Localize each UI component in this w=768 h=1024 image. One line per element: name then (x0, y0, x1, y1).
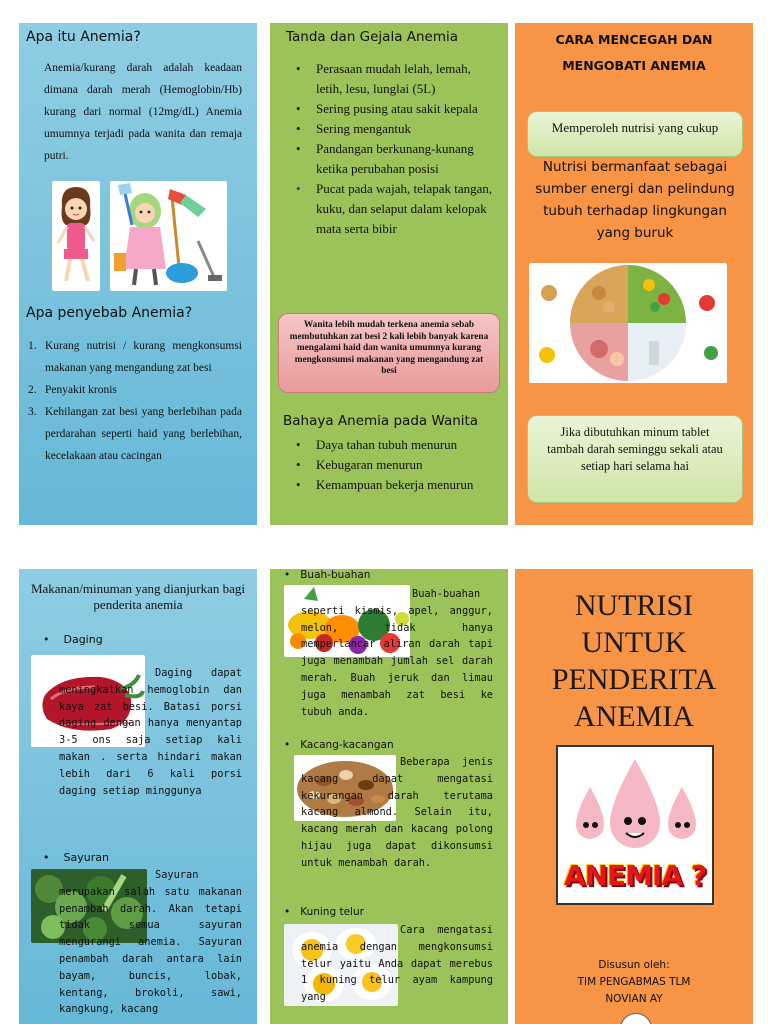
fruits-description: Buah-buahan seperti kismis, apel, anggur, melon, tidak hanya memperlancar aliran darah tapi juga menambah jumlah sel darah merah. Buah jeruk dan limau juga menambah zat besi ke tubuh anda. (301, 588, 493, 718)
dangers-list (296, 435, 496, 495)
cleaning-woman-illustration (110, 181, 227, 291)
panel-what-is-anemia (19, 23, 257, 525)
label-meat: • Daging (43, 633, 103, 646)
egg-description: Cara mengatasi anemia dengan mengkonsumsi telur yaitu Anda dapat merebus 1 kuning telur ayam kampung yang (301, 924, 493, 1004)
symptom-item: • Sering pusing atau sakit kepala (296, 101, 478, 116)
credits: Disusun oleh: TIM PENGABMAS TLM NOVIAN AY (577, 959, 691, 1005)
heading-prevention: CARA MENCEGAH DAN MENGOBATI ANEMIA (555, 32, 713, 73)
panel-recommended-foods-2 (270, 569, 508, 1024)
logo-text: ANEMIA ? (563, 859, 707, 892)
cover-title: NUTRISI UNTUK PENDERITA ANEMIA (551, 589, 717, 733)
heading-what-is-anemia: Apa itu Anemia? (26, 29, 141, 45)
heading-dangers: Bahaya Anemia pada Wanita (283, 413, 479, 429)
symptom-item: • Sering mengantuk (296, 121, 411, 136)
causes-list (28, 335, 242, 467)
label-fruits: • Buah-buahan (284, 569, 371, 581)
balanced-food-photo (529, 263, 727, 383)
label-egg-yolk: • Kuning telur (284, 906, 364, 918)
symptom-item: • Perasaan mudah lelah, lemah, letih, lesu, lunglai (5L) (296, 61, 471, 96)
label-vegetables: • Sayuran (43, 851, 109, 864)
cause-item: 2. Penyakit kronis (28, 384, 117, 396)
panel-cover (515, 569, 753, 1024)
nutrition-box: Memperoleh nutrisi yang cukup (527, 111, 743, 157)
anemia-definition: Anemia/kurang darah adalah keadaan dimana darah merah (Hemoglobin/Hb) kurang dari normal (12mg/dL) Anemia umumnya terjadi pada wanita dan remaja putri. (44, 62, 242, 162)
nuts-description: Beberapa jenis kacang dapat mengatasi kekurangan darah terutama kacang almond. Selain itu, kacang merah dan kacang polong hijau juga dapat dikonsumsi untuk menambah darah. (301, 756, 493, 869)
symptoms-list (296, 59, 496, 239)
cause-item: 3. Kehilangan zat besi yang berlebihan pada perdarahan seperti haid yang berlebihan, kecelakaan atau cacingan (28, 406, 242, 462)
panel-symptoms (270, 23, 508, 525)
label-nuts: • Kacang-kacangan (284, 739, 394, 751)
heading-anemia-causes: Apa penyebab Anemia? (26, 305, 193, 321)
girl-illustration (52, 181, 100, 291)
nutrition-benefit-text: Nutrisi bermanfaat sebagai sumber energi dan pelindung tubuh terhadap lingkungan yang buruk (535, 159, 735, 241)
heading-recommended-foods: Makanan/minuman yang dianjurkan bagi penderita anemia (30, 581, 246, 612)
danger-item: • Daya tahan tubuh menurun (296, 437, 458, 452)
meat-description: Daging dapat meningkatkan hemoglobin dan kaya zat besi. Batasi porsi daging dengan hanya menyantap 3-5 ons saja setiap kali makan . serta hindari makan lebih dari 6 kali porsi daging setiap minggunya (59, 667, 242, 797)
vegetables-description: Sayuran merupakan salah satu makanan penambah darah. Akan tetapi tidak semua sayuran mengurangi anemia. Sayuran penambah darah antara lain bayam, buncis, lobak, kentang, brokoli, sawi, kangkung, kacang (59, 869, 242, 1016)
cause-item: 1. Kurang nutrisi / kurang mengkonsumsi makanan yang mengandung zat besi (28, 340, 242, 374)
heading-symptoms: Tanda dan Gejala Anemia (286, 29, 459, 45)
iron-tablet-box: Jika dibutuhkan minum tablet tambah darah seminggu sekali atau setiap hari selama hai (527, 415, 743, 503)
danger-item: • Kemampuan bekerja menurun (296, 477, 474, 492)
symptom-item: • Pucat pada wajah, telapak tangan, kuku, dan selaput dalam kelopak mata serta bibir (296, 181, 493, 236)
women-risk-note: Wanita lebih mudah terkena anemia sebab membutuhkan zat besi 2 kali lebih banyak karena mengalami haid dan wanita umumnya kurang mengkonsumsi makanan yang mengandung zat besi (278, 313, 500, 393)
danger-item: • Kebugaran menurun (296, 457, 423, 472)
symptom-item: • Pandangan berkunang-kunang ketika perubahan posisi (296, 141, 474, 176)
panel-recommended-foods (19, 569, 257, 1024)
university-logo (620, 1013, 652, 1024)
anemia-logo (556, 745, 714, 905)
panel-prevention (515, 23, 753, 525)
